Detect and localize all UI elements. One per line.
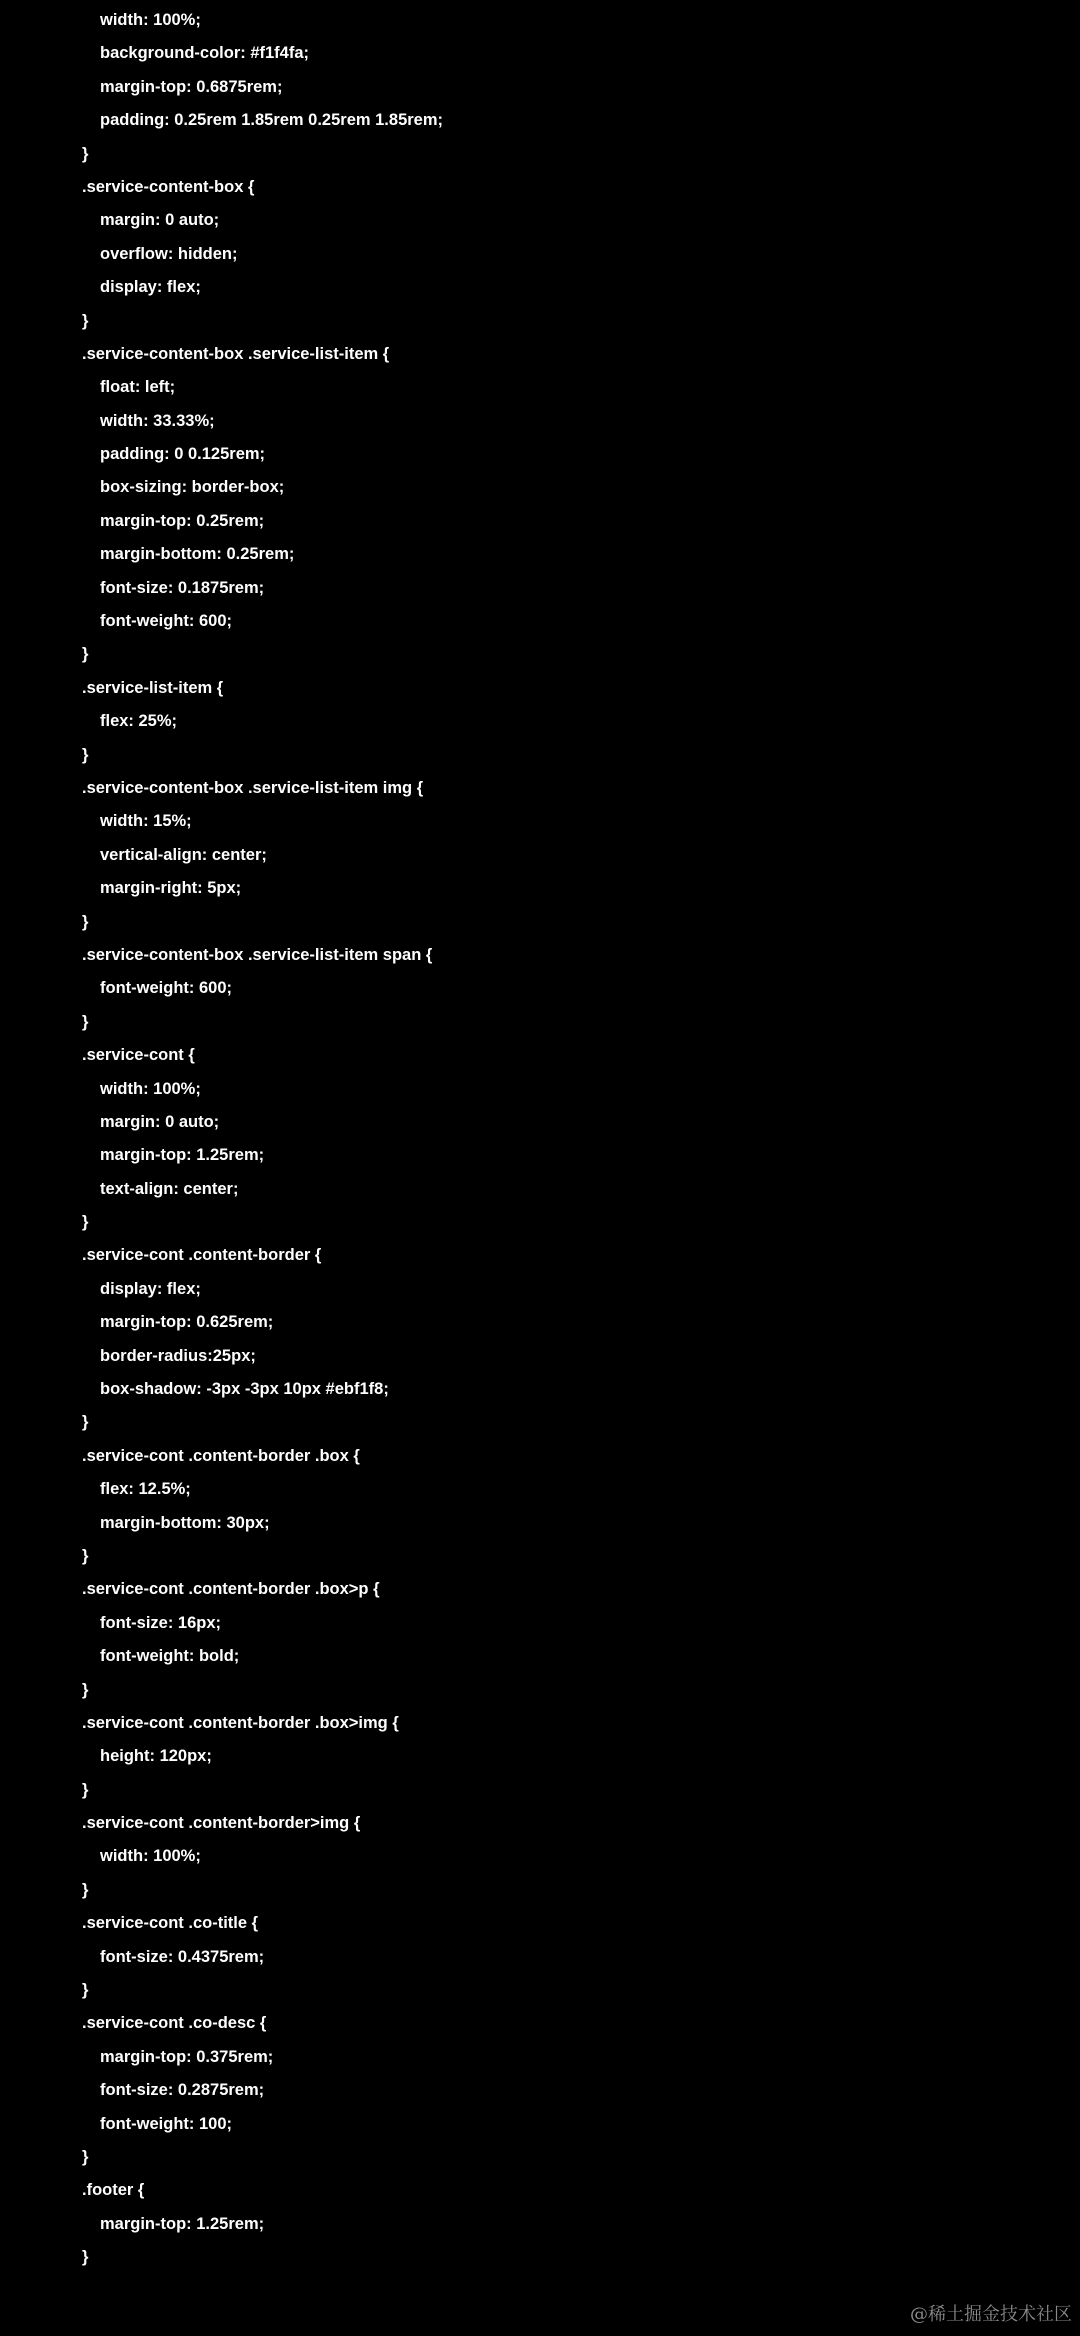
code-line: margin-bottom: 30px; xyxy=(100,1513,270,1532)
code-line: font-weight: 600; xyxy=(100,979,232,998)
code-line: text-align: center; xyxy=(100,1179,239,1198)
code-line: box-shadow: -3px -3px 10px #ebf1f8; xyxy=(100,1380,389,1399)
code-line: width: 15%; xyxy=(100,812,192,831)
code-line: margin-top: 0.6875rem; xyxy=(100,77,283,96)
code-line: font-size: 0.2875rem; xyxy=(100,2081,265,2100)
code-line: .service-cont .content-border .box>p { xyxy=(82,1580,380,1599)
code-line: .service-list-item { xyxy=(82,678,224,697)
code-line: } xyxy=(82,1981,89,2000)
code-line: box-sizing: border-box; xyxy=(100,478,285,497)
code-line: width: 100%; xyxy=(100,11,201,29)
code-line: margin: 0 auto; xyxy=(100,211,220,230)
code-line: margin-top: 1.25rem; xyxy=(100,1146,265,1165)
watermark: @稀土掘金技术社区 xyxy=(910,2304,1072,2325)
code-line: } xyxy=(82,912,89,931)
code-line: font-size: 16px; xyxy=(100,1613,222,1632)
code-line: } xyxy=(82,1213,89,1232)
code-line: } xyxy=(82,2148,89,2166)
code-line: .service-content-box { xyxy=(82,177,255,196)
code-line: height: 120px; xyxy=(100,1747,212,1766)
code-line: .service-content-box .service-list-item span { xyxy=(82,945,433,964)
code-line: } xyxy=(82,645,89,664)
code-line: } xyxy=(82,1780,89,1799)
code-line: border-radius:25px; xyxy=(100,1346,256,1365)
code-line: .service-cont { xyxy=(82,1046,195,1065)
code-line: display: flex; xyxy=(100,278,201,297)
code-line: .service-cont .content-border { xyxy=(82,1246,322,1265)
code-line: } xyxy=(82,311,89,330)
code-line: .footer { xyxy=(82,2181,145,2200)
code-line: font-size: 0.1875rem; xyxy=(100,578,265,597)
code-line: font-size: 0.4375rem; xyxy=(100,1947,265,1966)
code-line: margin: 0 auto; xyxy=(100,1112,220,1131)
code-line: padding: 0 0.125rem; xyxy=(100,445,266,464)
code-line: } xyxy=(82,1680,89,1699)
code-line: width: 100%; xyxy=(100,1847,201,1866)
code-line: } xyxy=(82,2248,89,2267)
code-line: margin-top: 0.375rem; xyxy=(100,2047,274,2066)
code-line: flex: 25%; xyxy=(100,712,178,731)
code-line: margin-right: 5px; xyxy=(100,879,242,898)
code-line: width: 33.33%; xyxy=(100,411,215,430)
code-line: margin-bottom: 0.25rem; xyxy=(100,545,295,564)
code-line: font-weight: 100; xyxy=(100,2114,232,2133)
code-line: .service-content-box .service-list-item { xyxy=(82,344,390,363)
code-line: } xyxy=(82,144,89,163)
code-line: margin-top: 0.625rem; xyxy=(100,1313,274,1332)
code-line: overflow: hidden; xyxy=(100,244,238,263)
code-line: float: left; xyxy=(100,378,176,397)
code-line: font-weight: 600; xyxy=(100,612,232,631)
code-line: .service-cont .content-border .box>img { xyxy=(82,1713,399,1732)
code-line: display: flex; xyxy=(100,1279,201,1298)
code-line: } xyxy=(82,1546,89,1565)
code-line: .service-cont .content-border>img { xyxy=(82,1814,361,1833)
code-line: margin-top: 0.25rem; xyxy=(100,511,265,530)
code-line: flex: 12.5%; xyxy=(100,1480,191,1499)
code-line: .service-content-box .service-list-item img { xyxy=(82,778,424,797)
code-line: margin-top: 1.25rem; xyxy=(100,2214,265,2233)
code-line: .service-cont .content-border .box { xyxy=(82,1446,360,1465)
code-line: } xyxy=(82,1012,89,1031)
code-block xyxy=(82,4,1062,2275)
code-line: width: 100%; xyxy=(100,1079,201,1098)
code-line: vertical-align: center; xyxy=(100,845,267,864)
code-line: padding: 0.25rem 1.85rem 0.25rem 1.85rem; xyxy=(100,111,444,130)
code-line: font-weight: bold; xyxy=(100,1647,240,1666)
code-line: background-color: #f1f4fa; xyxy=(100,44,310,63)
code-line: } xyxy=(82,745,89,764)
code-line: .service-cont .co-desc { xyxy=(82,2014,267,2033)
code-line: } xyxy=(82,1880,89,1899)
code-line: .service-cont .co-title { xyxy=(82,1914,259,1933)
code-line: } xyxy=(82,1413,89,1432)
